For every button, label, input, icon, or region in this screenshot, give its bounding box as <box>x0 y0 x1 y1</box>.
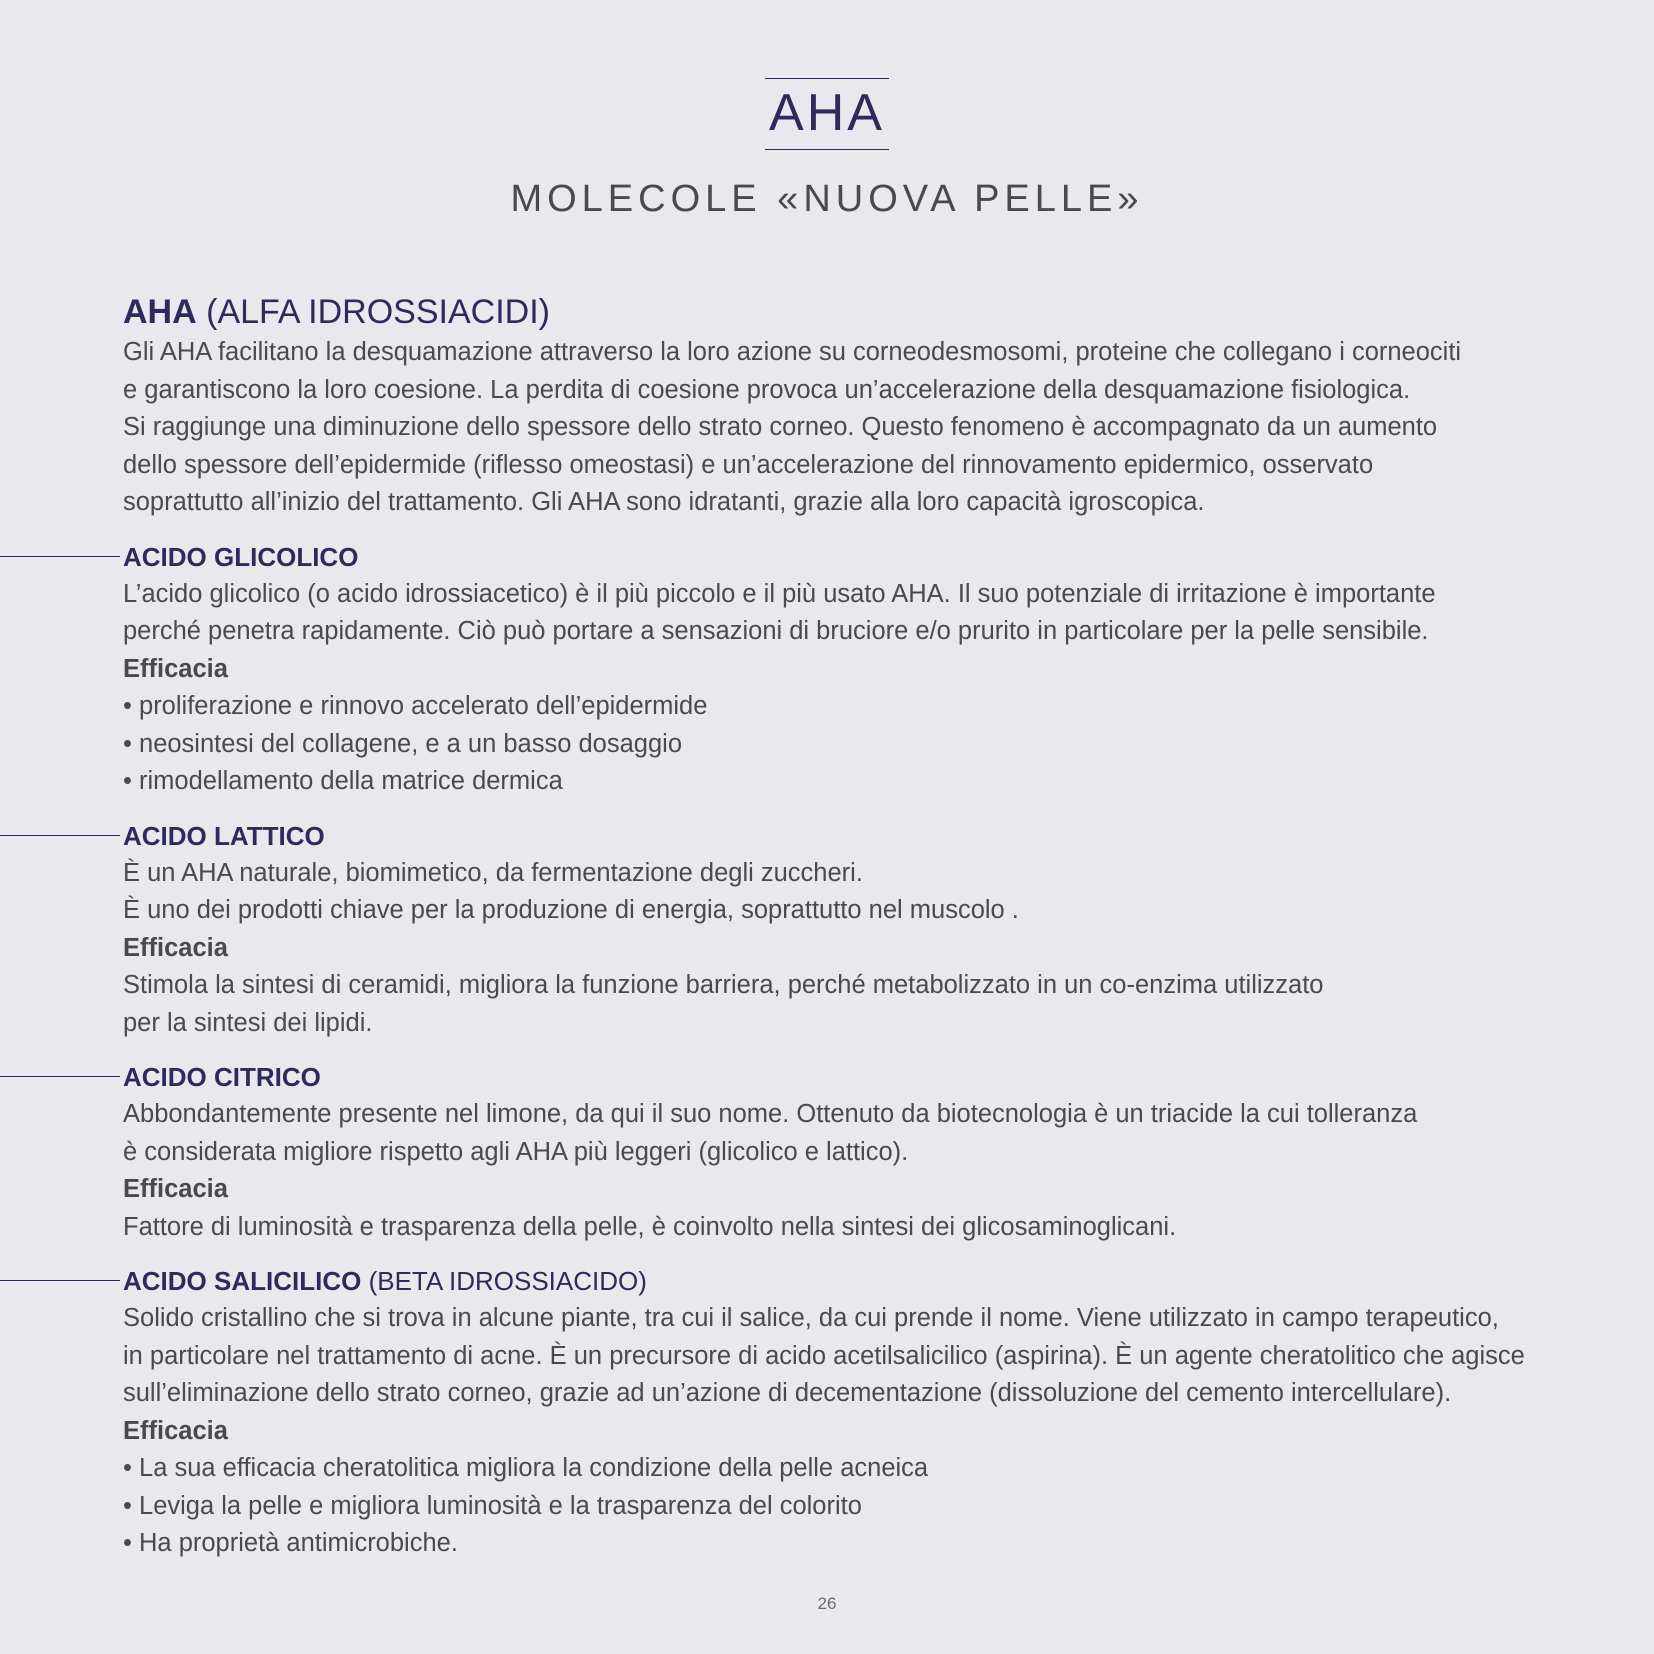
efficacia-label: Efficacia <box>123 1416 228 1445</box>
efficacia-item: • La sua efficacia cheratolitica migliora la condizione della pelle acneica <box>123 1454 929 1482</box>
intro-line: Si raggiunge una diminuzione dello spessore dello strato corneo. Questo fenomeno è accompagnato da un aumento <box>123 413 1438 441</box>
intro-line: dello spessore dell’epidermide (riflesso omeostasi) e un’accelerazione del rinnovamento epidermico, osservato <box>123 450 1374 479</box>
section-heading: ACIDO CITRICO <box>123 1062 321 1092</box>
section-line: È un AHA naturale, biomimetico, da fermentazione degli zuccheri. <box>123 858 863 887</box>
section-line: in particolare nel trattamento di acne. È un precursore di acido acetilsalicilico (aspirina). È un agente cheratolitico che agisce <box>123 1341 1525 1370</box>
efficacia-item: Stimola la sintesi di ceramidi, migliora la funzione barriera, perché metabolizzato in un co-enzima utilizzato <box>123 971 1324 999</box>
intro-heading-light: (ALFA IDROSSIACIDI) <box>196 293 550 331</box>
section-heading <box>123 1262 1563 1300</box>
section-heading: ACIDO GLICOLICO <box>123 541 359 572</box>
page-subtitle: MOLECOLE «NUOVA PELLE» <box>510 178 1144 220</box>
main-content <box>123 290 1563 1563</box>
section-heading: ACIDO LATTICO <box>123 820 325 851</box>
efficacia-label: Efficacia <box>123 933 228 962</box>
page-header <box>0 0 1654 221</box>
efficacia-item: • rimodellamento della matrice dermica <box>123 767 563 795</box>
section-line: è considerata migliore rispetto agli AHA più leggeri (glicolico e lattico). <box>123 1137 909 1166</box>
intro-heading <box>123 290 1563 334</box>
section-line: L’acido glicolico (o acido idrossiacetico) è il più piccolo e il più usato AHA. Il suo potenziale di irritazione è importante <box>123 579 1436 608</box>
section-line: sull’eliminazione dello strato corneo, grazie ad un’azione di decementazione (dissoluzione del cemento intercellulare). <box>123 1379 1452 1407</box>
efficacia-item: • proliferazione e rinnovo accelerato dell’epidermide <box>123 692 708 720</box>
page-number: 26 <box>817 1594 837 1613</box>
efficacia-item: Fattore di luminosità e trasparenza della pelle, è coinvolto nella sintesi dei glicosaminoglicani. <box>123 1212 1177 1241</box>
section-divider-line <box>0 1280 120 1281</box>
section-divider-line <box>0 835 120 836</box>
section-heading-bold: ACIDO SALICILICO <box>123 1266 362 1296</box>
efficacia-item: • Ha proprietà antimicrobiche. <box>123 1529 458 1557</box>
section-acido-citrico <box>123 1058 1563 1246</box>
section-divider-line <box>0 556 120 557</box>
efficacia-item: per la sintesi dei lipidi. <box>123 1008 373 1037</box>
intro-line: soprattutto all’inizio del trattamento. Gli AHA sono idratanti, grazie alla loro capacità igroscopica. <box>123 488 1205 516</box>
section-acido-lattico <box>123 817 1563 1043</box>
efficacia-item: • Leviga la pelle e migliora luminosità e la trasparenza del colorito <box>123 1491 862 1520</box>
section-acido-salicilico <box>123 1262 1563 1563</box>
intro-line: e garantiscono la loro coesione. La perdita di coesione provoca un’accelerazione della desquamazione fisiologica. <box>123 375 1411 404</box>
efficacia-item: • neosintesi del collagene, e a un basso dosaggio <box>123 729 682 758</box>
section-line: Abbondantemente presente nel limone, da qui il suo nome. Ottenuto da biotecnologia è un triacide la cui tolleranza <box>123 1100 1418 1128</box>
title-frame <box>765 78 889 150</box>
page-title: AHA <box>769 84 885 142</box>
section-line: Solido cristallino che si trova in alcune piante, tra cui il salice, da cui prende il nome. Viene utilizzato in campo terapeutico, <box>123 1304 1499 1332</box>
section-line: perché penetra rapidamente. Ciò può portare a sensazioni di bruciore e/o prurito in particolare per la pelle sensibile. <box>123 617 1429 645</box>
section-divider-line <box>0 1076 120 1077</box>
intro-heading-bold: AHA <box>123 293 197 331</box>
efficacia-label: Efficacia <box>123 1175 228 1203</box>
section-line: È uno dei prodotti chiave per la produzione di energia, soprattutto nel muscolo . <box>123 896 1019 924</box>
section-acido-glicolico <box>123 538 1563 801</box>
efficacia-label: Efficacia <box>123 654 228 683</box>
section-heading-light: (BETA IDROSSIACIDO) <box>361 1266 647 1296</box>
intro-line: Gli AHA facilitano la desquamazione attraverso la loro azione su corneodesmosomi, proteine che collegano i corneociti <box>123 338 1462 366</box>
